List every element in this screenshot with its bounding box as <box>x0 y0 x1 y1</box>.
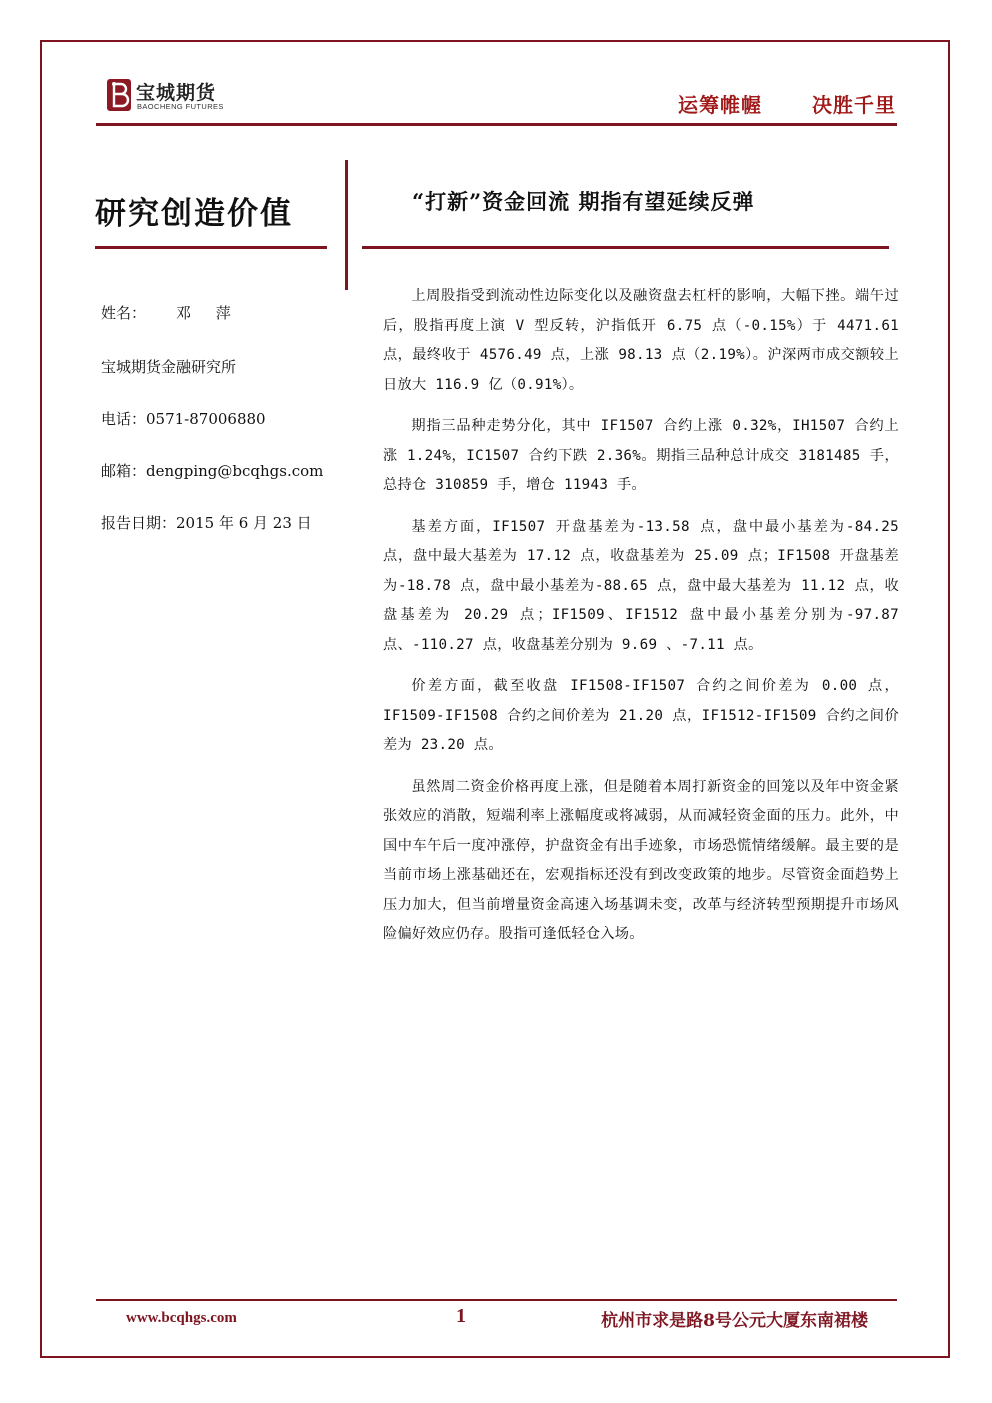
footer-address: 杭州市求是路8号公元大厦东南裙楼 <box>601 1311 868 1331</box>
body-paragraph-4: 价差方面，截至收盘 IF1508-IF1507 合约之间价差为 0.00 点，IF1509-IF1508 合约之间价差为 21.20 点，IF1512-IF1509 合约之间价差为 23.20 点。 <box>383 678 899 753</box>
baocheng-logo-icon <box>106 78 132 112</box>
report-body <box>383 282 899 962</box>
page-number: 1 <box>456 1305 466 1327</box>
author-name-value: 邓 萍 <box>176 304 241 322</box>
body-paragraph-3: 基差方面，IF1507 开盘基差为-13.58 点，盘中最小基差为-84.25 点，盘中最大基差为 17.12 点，收盘基差为 25.09 点；IF1508 开盘基差为-18.78 点，盘中最小基差为-88.65 点，盘中最大基差为 11.12 点，收盘基差为 20.29 点；IF1509、IF1512 盘中最小基差分别为-97.87 点、-110.27 点，收盘基差分别为 9.69 、-7.11 点。 <box>383 518 899 653</box>
footer-website-link[interactable]: www.bcqhgs.com <box>126 1310 237 1326</box>
body-paragraph-5: 虽然周二资金价格再度上涨，但是随着本周打新资金的回笼以及年中资金紧张效应的消散，短端利率上涨幅度或将减弱，从而减轻资金面的压力。此外，中国中车午后一度冲涨停，护盘资金有出手迹象，市场恐慌情绪缓解。最主要的是当前市场上涨基础还在，宏观指标还没有到改变政策的地步。尽管资金面趋势上压力加大，但当前增量资金高速入场基调未变，改革与经济转型预期提升市场风险偏好效应仍存。股指可逢低轻仓入场。 <box>383 778 899 942</box>
slogan-right: 决胜千里 <box>812 93 896 117</box>
header-slogan <box>678 89 896 118</box>
footer-rule <box>96 1299 897 1301</box>
report-title: “打新”资金回流 期指有望延续反弹 <box>412 189 755 214</box>
logo-english-name: BAOCHENG FUTURES <box>137 102 224 111</box>
slogan-left: 运筹帷幄 <box>678 93 762 117</box>
left-column-title: 研究创造价值 <box>95 196 293 232</box>
company-logo <box>106 78 246 118</box>
author-name-label: 姓名： <box>101 304 147 322</box>
left-title-rule <box>95 246 327 249</box>
body-paragraph-2: 期指三品种走势分化，其中 IF1507 合约上涨 0.32%，IH1507 合约上涨 1.24%，IC1507 合约下跌 2.36%。期指三品种总计成交 3181485 手，总持仓 310859 手，增仓 11943 手。 <box>383 418 899 493</box>
report-date: 报告日期：2015 年 6 月 23 日 <box>101 514 312 532</box>
column-divider <box>345 160 348 290</box>
author-name <box>101 302 241 323</box>
header-rule <box>96 123 897 126</box>
body-paragraph-1: 上周股指受到流动性边际变化以及融资盘去杠杆的影响，大幅下挫。端午过后，股指再度上演 V 型反转，沪指低开 6.75 点（-0.15%）于 4471.61 点，最终收于 4576.49 点，上涨 98.13 点（2.19%）。沪深两市成交额较上日放大 116.9 亿（0.91%）。 <box>383 288 899 393</box>
author-email: 邮箱：dengping@bcqhgs.com <box>101 462 324 480</box>
author-organization: 宝城期货金融研究所 <box>101 358 237 376</box>
logo-chinese-name: 宝城期货 <box>136 82 217 104</box>
report-title-rule <box>362 246 889 249</box>
author-phone: 电话：0571-87006880 <box>101 410 266 428</box>
